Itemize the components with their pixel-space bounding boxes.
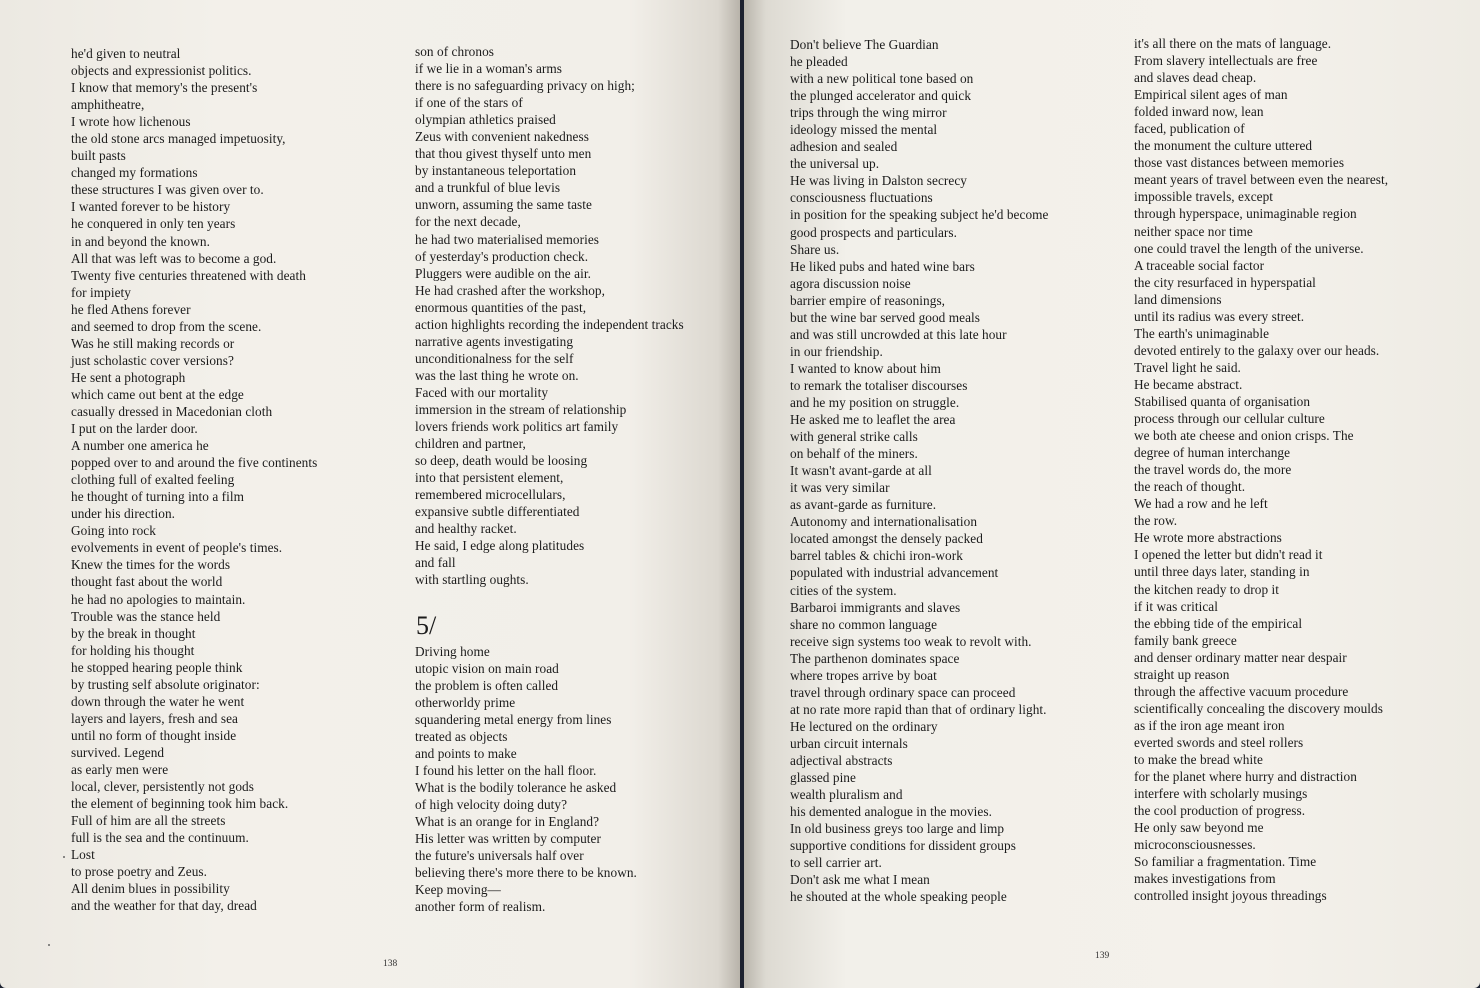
text-line: I wanted to know about him: [790, 360, 941, 376]
text-line: barrier empire of reasonings,: [790, 292, 946, 308]
text-line: in and beyond the known.: [71, 233, 210, 249]
text-line: He wrote more abstractions: [1134, 530, 1282, 546]
text-line: neither space nor time: [1134, 223, 1253, 239]
text-line: He asked me to leaflet the area: [790, 412, 956, 428]
text-line: into that persistent element,: [415, 470, 564, 486]
text-line: Autonomy and internationalisation: [790, 514, 978, 530]
text-line: the universal up.: [790, 156, 880, 172]
text-line: and slaves dead cheap.: [1134, 70, 1257, 86]
text-line: as if the iron age meant iron: [1134, 717, 1285, 733]
text-line: agora discussion noise: [790, 275, 911, 291]
text-line: and was still uncrowded at this late hour: [790, 326, 1007, 342]
text-line: The parthenon dominates space: [790, 650, 960, 666]
text-line: otherworldy prime: [415, 694, 516, 710]
text-line: by the break in thought: [71, 625, 196, 641]
text-line: we both ate cheese and onion crisps. The: [1134, 428, 1354, 444]
text-line: devoted entirely to the galaxy over our heads.: [1134, 342, 1380, 358]
text-line: controlled insight joyous threadings: [1134, 888, 1327, 904]
text-line: to sell carrier art.: [790, 855, 882, 871]
text-line: he stopped hearing people think: [71, 659, 243, 675]
text-line: Twenty five centuries threatened with death: [71, 267, 306, 283]
text-line: until three days later, standing in: [1134, 564, 1310, 580]
text-line: I opened the letter but didn't read it: [1134, 547, 1323, 563]
text-line: olympian athletics praised: [415, 112, 556, 128]
text-line: What is the bodily tolerance he asked: [415, 779, 617, 795]
text-line: makes investigations from: [1134, 871, 1276, 887]
text-line: wealth pluralism and: [790, 787, 903, 803]
text-line: these structures I was given over to.: [71, 182, 264, 198]
text-line: consciousness fluctuations: [790, 190, 933, 206]
text-line: through hyperspace, unimaginable region: [1134, 206, 1357, 222]
text-line: with general strike calls: [790, 429, 918, 445]
text-line: He sent a photograph: [71, 369, 186, 385]
text-line: so deep, death would be loosing: [415, 453, 588, 469]
text-line: which came out bent at the edge: [71, 386, 244, 402]
text-line: treated as objects: [415, 728, 508, 744]
text-line: action highlights recording the independent tracks: [415, 316, 684, 332]
text-line: barrel tables & chichi iron-work: [790, 548, 963, 564]
text-line: that thou givest thyself unto men: [415, 146, 592, 162]
text-line: It wasn't avant-garde at all: [790, 463, 932, 479]
text-line: and healthy racket.: [415, 521, 517, 537]
right-column-b: [1134, 35, 1388, 904]
text-line: trips through the wing mirror: [790, 105, 947, 121]
text-line: From slavery intellectuals are free: [1134, 53, 1318, 69]
text-line: the future's universals half over: [415, 848, 584, 864]
text-line: the reach of thought.: [1134, 479, 1246, 495]
left-column-b-part2: [415, 643, 684, 916]
text-line: squandering metal energy from lines: [415, 711, 612, 727]
text-line: he'd given to neutral: [71, 46, 181, 61]
text-line: popped over to and around the five continents: [71, 455, 318, 471]
text-line: clothing full of exalted feeling: [71, 472, 235, 488]
text-line: believing there's more there to be known.: [415, 865, 637, 881]
left-column-b-part1: [415, 43, 684, 589]
text-line: and the weather for that day, dread: [71, 898, 257, 914]
text-line: to remark the totaliser discourses: [790, 377, 968, 393]
page-number-left: 138: [383, 959, 398, 969]
text-line: for the next decade,: [415, 214, 521, 230]
text-line: survived. Legend: [71, 744, 165, 760]
text-line: meant years of travel between even the nearest,: [1134, 172, 1389, 188]
text-line: the old stone arcs managed impetuosity,: [71, 131, 286, 147]
text-line: expansive subtle differentiated: [415, 504, 580, 520]
text-line: located amongst the densely packed: [790, 531, 983, 547]
text-line: He only saw beyond me: [1134, 820, 1264, 836]
text-line: straight up reason: [1134, 666, 1230, 682]
text-line: Zeus with convenient nakedness: [415, 129, 589, 145]
text-line: under his direction.: [71, 506, 176, 522]
page-number-right: 139: [1095, 951, 1110, 961]
text-line: impossible travels, except: [1134, 189, 1274, 205]
text-line: share no common language: [790, 616, 938, 632]
text-line: narrative agents investigating: [415, 333, 574, 349]
text-line: receive sign systems too weak to revolt with.: [790, 633, 1032, 649]
text-line: Knew the times for the words: [71, 557, 231, 573]
text-line: as avant-garde as furniture.: [790, 497, 937, 513]
text-line: remembered microcellulars,: [415, 487, 566, 503]
text-line: He said, I edge along platitudes: [415, 538, 585, 554]
text-line: Stabilised quanta of organisation: [1134, 393, 1311, 409]
text-line: glassed pine: [790, 770, 856, 786]
text-line: the plunged accelerator and quick: [790, 88, 972, 104]
text-line: good prospects and particulars.: [790, 224, 957, 240]
text-line: he conquered in only ten years: [71, 216, 236, 232]
text-line: Was he still making records or: [71, 335, 235, 351]
text-line: where tropes arrive by boat: [790, 667, 937, 683]
text-line: Going into rock: [71, 523, 156, 539]
text-line: He lectured on the ordinary: [790, 718, 938, 734]
text-line: thought fast about the world: [71, 574, 223, 590]
text-line: it was very similar: [790, 480, 890, 496]
text-line: the problem is often called: [415, 677, 559, 693]
text-line: objects and expressionist politics.: [71, 63, 252, 79]
margin-mark: [63, 856, 65, 858]
text-line: it's all there on the mats of language.: [1134, 36, 1332, 51]
text-line: microconsciousnesses.: [1134, 837, 1256, 853]
text-line: built pasts: [71, 148, 126, 164]
text-line: was the last thing he wrote on.: [415, 367, 579, 383]
section-number: 5/: [416, 610, 437, 640]
text-line: he shouted at the whole speaking people: [790, 889, 1007, 905]
text-line: Don't believe The Guardian: [790, 37, 939, 52]
text-line: the travel words do, the more: [1134, 462, 1292, 478]
text-line: Driving home: [415, 643, 490, 659]
text-line: changed my formations: [71, 165, 198, 181]
text-line: and denser ordinary matter near despair: [1134, 649, 1347, 665]
text-line: he had no apologies to maintain.: [71, 591, 246, 607]
text-line: utopic vision on main road: [415, 660, 559, 676]
text-line: I know that memory's the present's: [71, 80, 258, 96]
text-line: in our friendship.: [790, 343, 883, 359]
text-line: until no form of thought inside: [71, 727, 237, 743]
text-line: He became abstract.: [1134, 376, 1243, 392]
text-line: to prose poetry and Zeus.: [71, 864, 208, 880]
text-line: scientifically concealing the discovery moulds: [1134, 700, 1383, 716]
text-line: until its radius was every street.: [1134, 308, 1305, 324]
text-line: ideology missed the mental: [790, 122, 938, 138]
right-column-a: [790, 36, 1048, 905]
text-line: just scholastic cover versions?: [71, 352, 234, 368]
text-line: Don't ask me what I mean: [790, 872, 930, 888]
text-line: The earth's unimaginable: [1134, 325, 1270, 341]
text-line: Trouble was the stance held: [71, 608, 221, 624]
text-line: for impiety: [71, 284, 132, 300]
text-line: urban circuit internals: [790, 735, 908, 751]
text-line: through the affective vacuum procedure: [1134, 683, 1349, 699]
text-line: he thought of turning into a film: [71, 489, 245, 505]
text-line: children and partner,: [415, 436, 526, 452]
text-line: immersion in the stream of relationship: [415, 401, 627, 417]
text-line: everted swords and steel rollers: [1134, 734, 1304, 750]
text-line: as early men were: [71, 761, 169, 777]
left-column-a: [71, 45, 317, 914]
text-line: if we lie in a woman's arms: [415, 61, 563, 77]
text-line: for holding his thought: [71, 642, 195, 658]
text-line: on behalf of the miners.: [790, 446, 918, 462]
text-line: down through the water he went: [71, 693, 245, 709]
text-line: interfere with scholarly musings: [1134, 786, 1308, 802]
text-line: lovers friends work politics art family: [415, 419, 619, 435]
text-line: cities of the system.: [790, 582, 897, 598]
text-line: A traceable social factor: [1134, 257, 1265, 273]
text-line: of high velocity doing duty?: [415, 796, 568, 812]
text-line: with startling oughts.: [415, 572, 529, 588]
text-line: in position for the speaking subject he'd become: [790, 207, 1049, 223]
text-line: In old business greys too large and limp: [790, 821, 1005, 837]
text-line: Empirical silent ages of man: [1134, 87, 1288, 103]
text-line: if one of the stars of: [415, 95, 523, 111]
text-line: local, clever, persistently not gods: [71, 779, 254, 795]
text-line: there is no safeguarding privacy on high;: [415, 78, 635, 94]
text-line: the city resurfaced in hyperspatial: [1134, 274, 1316, 290]
text-line: layers and layers, fresh and sea: [71, 710, 238, 726]
text-line: A number one america he: [71, 438, 209, 454]
margin-mark: [48, 944, 50, 946]
text-line: those vast distances between memories: [1134, 155, 1345, 171]
text-line: supportive conditions for dissident groups: [790, 838, 1016, 854]
text-line: for the planet where hurry and distraction: [1134, 769, 1357, 785]
text-line: populated with industrial advancement: [790, 565, 999, 581]
text-line: to make the bread white: [1134, 751, 1263, 767]
text-line: degree of human interchange: [1134, 445, 1291, 461]
text-line: I wanted forever to be history: [71, 199, 231, 215]
text-line: he fled Athens forever: [71, 301, 191, 317]
text-line: Full of him are all the streets: [71, 813, 226, 829]
text-line: Faced with our mortality: [415, 384, 549, 400]
text-line: the kitchen ready to drop it: [1134, 581, 1280, 597]
text-line: and points to make: [415, 745, 517, 761]
text-line: unconditionalness for the self: [415, 350, 574, 366]
left-column-b: [415, 43, 684, 915]
text-line: We had a row and he left: [1134, 496, 1268, 512]
text-line: His letter was written by computer: [415, 831, 601, 847]
text-line: at no rate more rapid than that of ordinary light.: [790, 701, 1047, 717]
text-line: he pleaded: [790, 54, 848, 70]
text-line: faced, publication of: [1134, 121, 1245, 137]
text-line: the element of beginning took him back.: [71, 796, 289, 812]
text-line: process through our cellular culture: [1134, 411, 1325, 427]
text-line: and fall: [415, 555, 456, 571]
text-line: one could travel the length of the universe.: [1134, 240, 1364, 256]
text-line: travel through ordinary space can proceed: [790, 684, 1016, 700]
text-line: What is an orange for in England?: [415, 813, 600, 829]
text-line: Barbaroi immigrants and slaves: [790, 599, 961, 615]
text-line: adhesion and sealed: [790, 139, 898, 155]
text-line: He liked pubs and hated wine bars: [790, 258, 975, 274]
text-line: son of chronos: [415, 44, 494, 59]
text-line: All denim blues in possibility: [71, 881, 230, 897]
text-line: by instantaneous teleportation: [415, 163, 577, 179]
text-line: by trusting self absolute originator:: [71, 676, 260, 692]
text-line: and he my position on struggle.: [790, 394, 960, 410]
text-line: I wrote how lichenous: [71, 114, 191, 130]
text-line: evolvements in event of people's times.: [71, 540, 283, 556]
text-line: full is the sea and the continuum.: [71, 830, 249, 846]
text-line: the ebbing tide of the empirical: [1134, 615, 1303, 631]
text-line: if it was critical: [1134, 598, 1218, 614]
text-line: another form of realism.: [415, 899, 546, 915]
text-line: land dimensions: [1134, 291, 1222, 307]
text-line: the cool production of progress.: [1134, 803, 1306, 819]
text-line: So familiar a fragmentation. Time: [1134, 854, 1317, 870]
text-line: unworn, assuming the same taste: [415, 197, 592, 213]
text-line: casually dressed in Macedonian cloth: [71, 403, 273, 419]
text-line: he had two materialised memories: [415, 231, 600, 247]
text-line: amphitheatre,: [71, 97, 145, 113]
text-line: He had crashed after the workshop,: [415, 282, 605, 298]
text-line: All that was left was to become a god.: [71, 250, 277, 266]
text-line: of yesterday's production check.: [415, 248, 589, 264]
text-line: adjectival abstracts: [790, 752, 893, 768]
right-page: [744, 0, 1480, 988]
text-line: Lost: [71, 847, 95, 863]
text-line: the row.: [1134, 513, 1178, 529]
text-line: I found his letter on the hall floor.: [415, 762, 597, 778]
text-line: with a new political tone based on: [790, 71, 974, 87]
text-line: folded inward now, lean: [1134, 104, 1264, 120]
text-line: He was living in Dalston secrecy: [790, 173, 967, 189]
text-line: and a trunkful of blue levis: [415, 180, 561, 196]
text-line: the monument the culture uttered: [1134, 138, 1313, 154]
text-line: Share us.: [790, 241, 840, 257]
text-line: Pluggers were audible on the air.: [415, 265, 591, 281]
text-line: enormous quantities of the past,: [415, 299, 587, 315]
text-line: Keep moving—: [415, 882, 501, 898]
text-line: Travel light he said.: [1134, 359, 1241, 375]
text-line: I put on the larder door.: [71, 421, 198, 437]
text-line: his demented analogue in the movies.: [790, 804, 992, 820]
text-line: but the wine bar served good meals: [790, 309, 981, 325]
text-line: family bank greece: [1134, 632, 1237, 648]
text-line: and seemed to drop from the scene.: [71, 318, 262, 334]
